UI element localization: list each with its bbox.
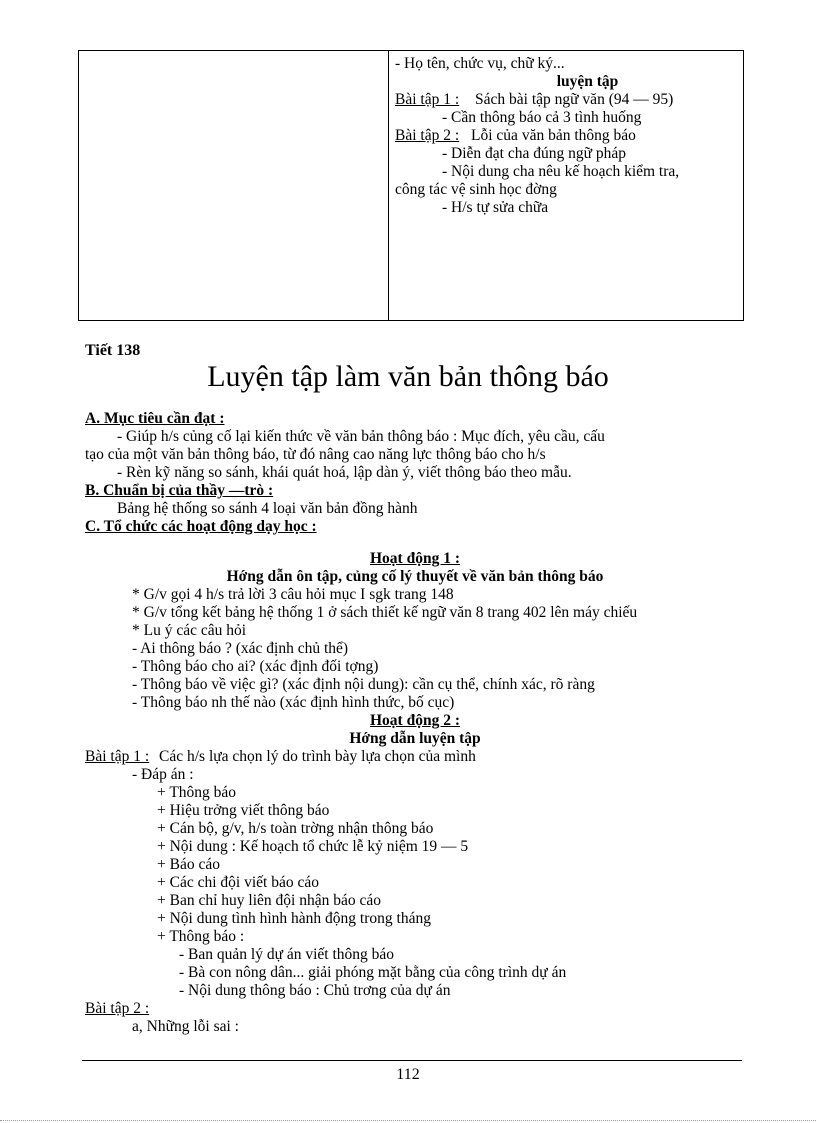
page-edge — [0, 1120, 816, 1121]
section-b-heading: B. Chuẩn bị của thầy —trò : — [85, 482, 274, 499]
page-title: Luyện tập làm văn bản thông báo — [207, 360, 609, 393]
exercise-text: Các h/s lựa chọn lý do trình bày lựa chọn của mình — [159, 748, 476, 765]
activity-1-subheading: Hớng dẫn ôn tập, củng cố lý thuyết về văn bản thông báo — [226, 568, 604, 585]
section-b-line: Bảng hệ thống so sánh 4 loại văn bản đồng hành — [117, 500, 418, 517]
activity-1-line: - Ai thông báo ? (xác định chủ thể) — [132, 640, 349, 657]
table-column-divider — [388, 51, 389, 320]
answer-item: + Các chi đội viết báo cáo — [157, 874, 319, 891]
activity-2-subheading: Hớng dẫn luyện tập — [349, 730, 481, 747]
lesson-body — [85, 410, 745, 1036]
table-heading: luyện tập — [556, 73, 619, 90]
exercise-text: Lỗi của văn bản thông báo — [471, 127, 636, 144]
activity-2-exercise-2-line: a, Những lỗi sai : — [132, 1018, 239, 1035]
answer-item: + Nội dung tình hình hành động trong tháng — [157, 910, 431, 927]
activity-2-exercise-2-label: Bài tập 2 : — [85, 1000, 150, 1017]
table-line: - Cần thông báo cả 3 tình huống — [442, 109, 642, 126]
activity-1-line: * G/v tổng kết bảng hệ thống 1 ở sách thiết kế ngữ văn 8 trang 402 lên máy chiếu — [132, 604, 638, 621]
table-line: công tác vệ sinh học đờng — [395, 181, 557, 198]
answer-item: + Nội dung : Kế hoạch tổ chức lễ kỷ niệm 19 — 5 — [157, 838, 469, 855]
answer-item: + Hiệu trởng viết thông báo — [157, 802, 330, 819]
section-a-line: - Giúp h/s củng cố lại kiến thức về văn bản thông báo : Mục đích, yêu cầu, cấu — [117, 428, 605, 445]
activity-1-line: * G/v gọi 4 h/s trả lời 3 câu hỏi mục I sgk trang 148 — [132, 586, 454, 603]
footer-divider — [82, 1060, 742, 1061]
table-line: - Diễn đạt cha đúng ngữ pháp — [442, 145, 627, 162]
table-exercise-1 — [395, 91, 740, 109]
section-a-heading: A. Mục tiêu cần đạt : — [85, 410, 225, 427]
summary-table — [78, 50, 744, 321]
answer-item: + Cán bộ, g/v, h/s toàn trờng nhận thông báo — [157, 820, 434, 837]
table-line: - Nội dung cha nêu kế hoạch kiểm tra, — [442, 163, 680, 180]
activity-1-line: - Thông báo nh thế nào (xác định hình thức, bố cục) — [132, 694, 455, 711]
activity-2-exercise-1 — [85, 748, 745, 766]
table-right-cell — [395, 55, 740, 217]
answer-item: + Ban chỉ huy liên đội nhận báo cáo — [157, 892, 381, 909]
section-a-line: - Rèn kỹ năng so sánh, khái quát hoá, lập dàn ý, viết thông báo theo mẫu. — [117, 464, 572, 481]
activity-1-heading: Hoạt động 1 : — [370, 550, 460, 567]
activity-2-heading: Hoạt động 2 : — [370, 712, 460, 729]
exercise-label: Bài tập 1 : — [395, 91, 460, 108]
section-a-line: tạo của một văn bản thông báo, từ đó nâng cao năng lực thông báo cho h/s — [85, 446, 546, 463]
activity-1-line: - Thông báo cho ai? (xác định đối tợng) — [132, 658, 379, 675]
answer-item: + Thông báo — [157, 784, 237, 801]
table-line: - H/s tự sửa chữa — [442, 199, 549, 216]
page-number: 112 — [396, 1066, 420, 1083]
answer-item: + Báo cáo — [157, 856, 220, 873]
answer-label: - Đáp án : — [132, 766, 194, 783]
table-exercise-2 — [395, 127, 740, 145]
lesson-number: Tiết 138 — [85, 342, 141, 359]
exercise-label: Bài tập 1 : — [85, 748, 150, 765]
table-line: - Họ tên, chức vụ, chữ ký... — [395, 55, 565, 72]
sub-answer-item: - Ban quản lý dự án viết thông báo — [179, 946, 395, 963]
exercise-text: Sách bài tập ngữ văn (94 — 95) — [475, 91, 674, 108]
sub-answer-item: - Bà con nông dân... giải phóng mặt bằng của công trình dự án — [179, 964, 567, 981]
exercise-label: Bài tập 2 : — [395, 127, 460, 144]
activity-1-line: * Lu ý các câu hỏi — [132, 622, 247, 639]
section-c-heading: C. Tổ chức các hoạt động dạy học : — [85, 518, 317, 535]
activity-1-line: - Thông báo về việc gì? (xác định nội dung): cần cụ thể, chính xác, rõ ràng — [132, 676, 595, 693]
sub-answer-item: - Nội dung thông báo : Chủ trơng của dự án — [179, 982, 451, 999]
answer-item: + Thông báo : — [157, 928, 245, 945]
